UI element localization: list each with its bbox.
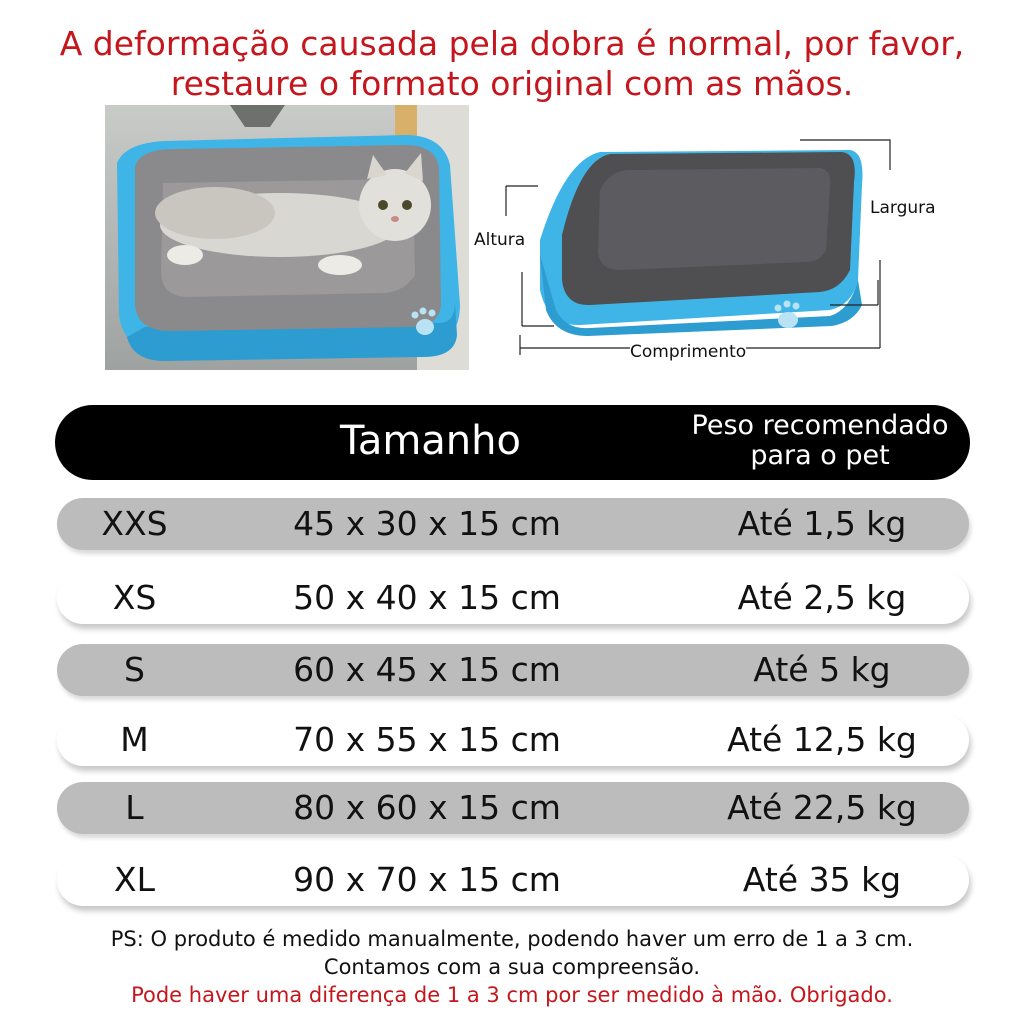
weight-value: Até 2,5 kg: [737, 578, 907, 617]
height-label: Altura: [474, 230, 526, 250]
size-row-s: [57, 644, 969, 696]
measurement-disclaimer: [0, 925, 1024, 1009]
weight-value: Até 35 kg: [742, 860, 902, 899]
weight-value: Até 22,5 kg: [727, 788, 917, 827]
size-row-xxs: [57, 498, 969, 550]
ps-line-1: PS: O produto é medido manualmente, podendo haver um erro de 1 a 3 cm.: [110, 927, 914, 951]
warning-line-1: A deformação causada pela dobra é normal, por favor,: [59, 24, 965, 63]
size-label: XXS: [101, 504, 168, 543]
dimensions-value: 70 x 55 x 15 cm: [293, 720, 561, 759]
ps-line-2: Contamos com a sua compreensão.: [323, 955, 701, 979]
dimensions-value: 45 x 30 x 15 cm: [293, 504, 561, 543]
size-row-l: [57, 782, 969, 834]
dimensions-value: 90 x 70 x 15 cm: [293, 860, 561, 899]
dimensions-value: 80 x 60 x 15 cm: [293, 788, 561, 827]
size-row-m: [57, 714, 969, 766]
bed-dimension-diagram: [470, 130, 960, 370]
product-photo-cat-in-bed: [105, 105, 469, 370]
weight-heading-line-1: Peso recomendado: [691, 410, 949, 441]
size-row-xl: [57, 854, 969, 906]
weight-heading-line-2: para o pet: [750, 440, 890, 471]
length-label: Comprimento: [630, 342, 747, 362]
cat-bed-illustration: [105, 105, 469, 370]
weight-value: Até 12,5 kg: [727, 720, 917, 759]
deformation-warning: [0, 24, 1024, 104]
dimensions-value: 60 x 45 x 15 cm: [293, 650, 561, 689]
size-table-header: [55, 405, 970, 480]
size-label: XS: [112, 578, 157, 617]
size-label: XL: [114, 860, 155, 899]
dimensions-value: 50 x 40 x 15 cm: [293, 578, 561, 617]
weight-value: Até 1,5 kg: [737, 504, 907, 543]
ps-line-3: Pode haver uma diferença de 1 a 3 cm por ser medido à mão. Obrigado.: [131, 983, 893, 1007]
warning-line-2: restaure o formato original com as mãos.: [170, 64, 854, 103]
empty-bed-illustration: [470, 130, 960, 370]
size-label: L: [125, 788, 144, 827]
weight-column-heading: [675, 411, 965, 471]
size-label: M: [120, 720, 149, 759]
size-label: S: [124, 650, 145, 689]
weight-value: Até 5 kg: [753, 650, 891, 689]
width-label: Largura: [870, 198, 936, 218]
size-row-xs: [57, 572, 969, 624]
size-column-heading: Tamanho: [340, 418, 521, 464]
